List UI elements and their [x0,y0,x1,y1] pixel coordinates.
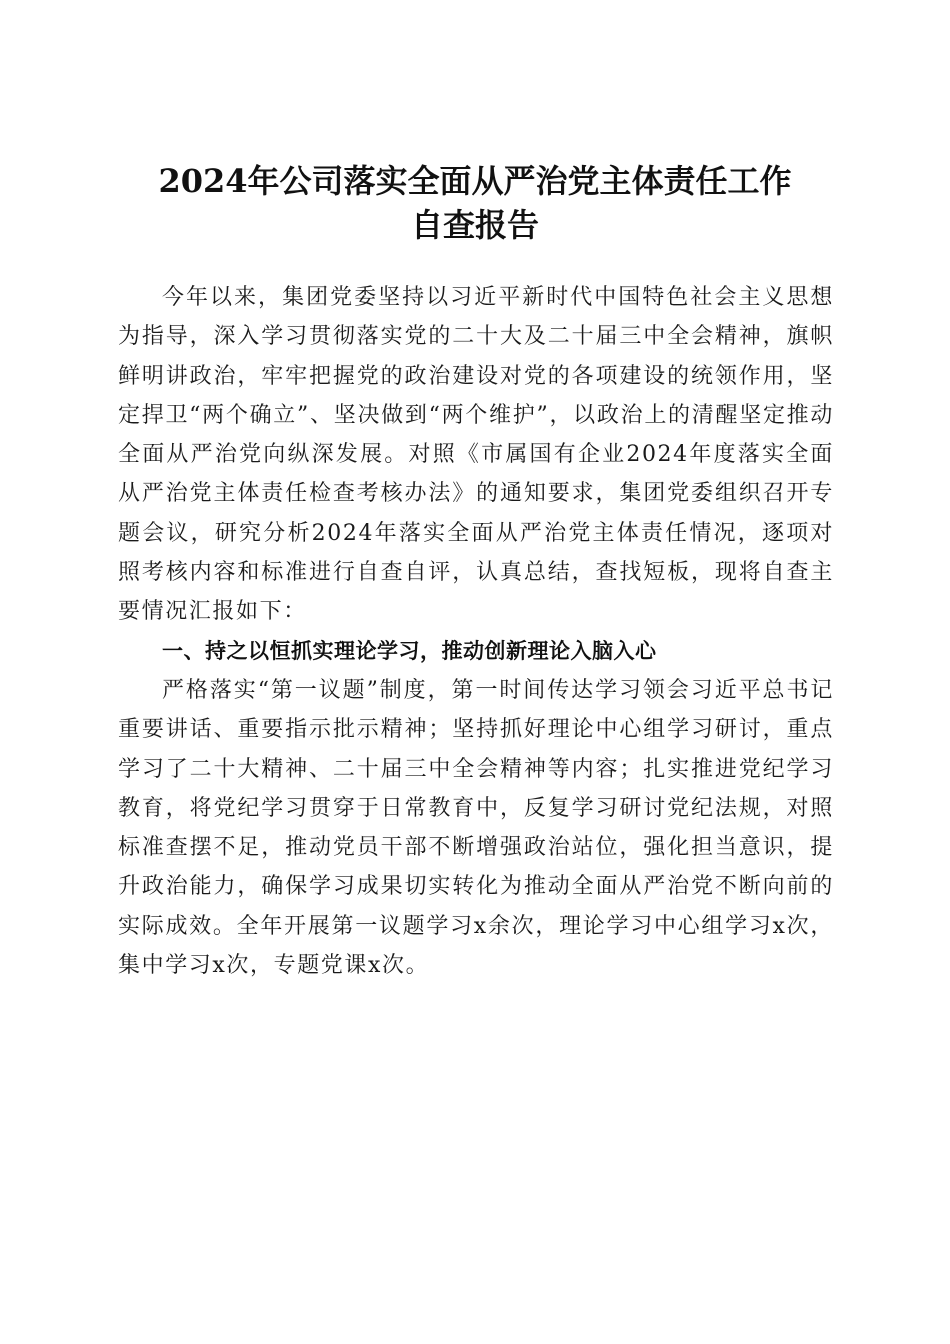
section-1-paragraph: 严格落实“第一议题”制度，第一时间传达学习领会习近平总书记重要讲话、重要指示批示精神；坚持抓好理论中心组学习研讨，重点学习了二十大精神、二十届三中全会精神等内容；扎实推进党纪学习教育，将党纪学习贯穿于日常教育中，反复学习研讨党纪法规，对照标准查摆不足，推动党员干部不断增强政治站位，强化担当意识，提升政治能力，确保学习成果切实转化为推动全面从严治党不断向前的实际成效。全年开展第一议题学习x余次，理论学习中心组学习x次，集中学习x次，专题党课x次。 [118,677,834,979]
title-line-2: 自查报告 [410,206,539,245]
section-1-heading: 一、持之以恒抓实理论学习，推动创新理论入脑入心 [162,638,657,663]
document-title [100,159,850,247]
document-body [118,278,834,985]
title-line-1: 2024年公司落实全面从严治党主体责任工作 [158,162,792,201]
intro-paragraph: 今年以来，集团党委坚持以习近平新时代中国特色社会主义思想为指导，深入学习贯彻落实党的二十大及二十届三中全会精神，旗帜鲜明讲政治，牢牢把握党的政治建设对党的各项建设的统领作用，坚定捍卫“两个确立”、坚决做到“两个维护”，以政治上的清醒坚定推动全面从严治党向纵深发展。对照《市属国有企业2024年度落实全面从严治党主体责任检查考核办法》的通知要求，集团党委组织召开专题会议，研究分析2024年落实全面从严治党主体责任情况，逐项对照考核内容和标准进行自查自评，认真总结，查找短板，现将自查主要情况汇报如下： [118,285,834,625]
